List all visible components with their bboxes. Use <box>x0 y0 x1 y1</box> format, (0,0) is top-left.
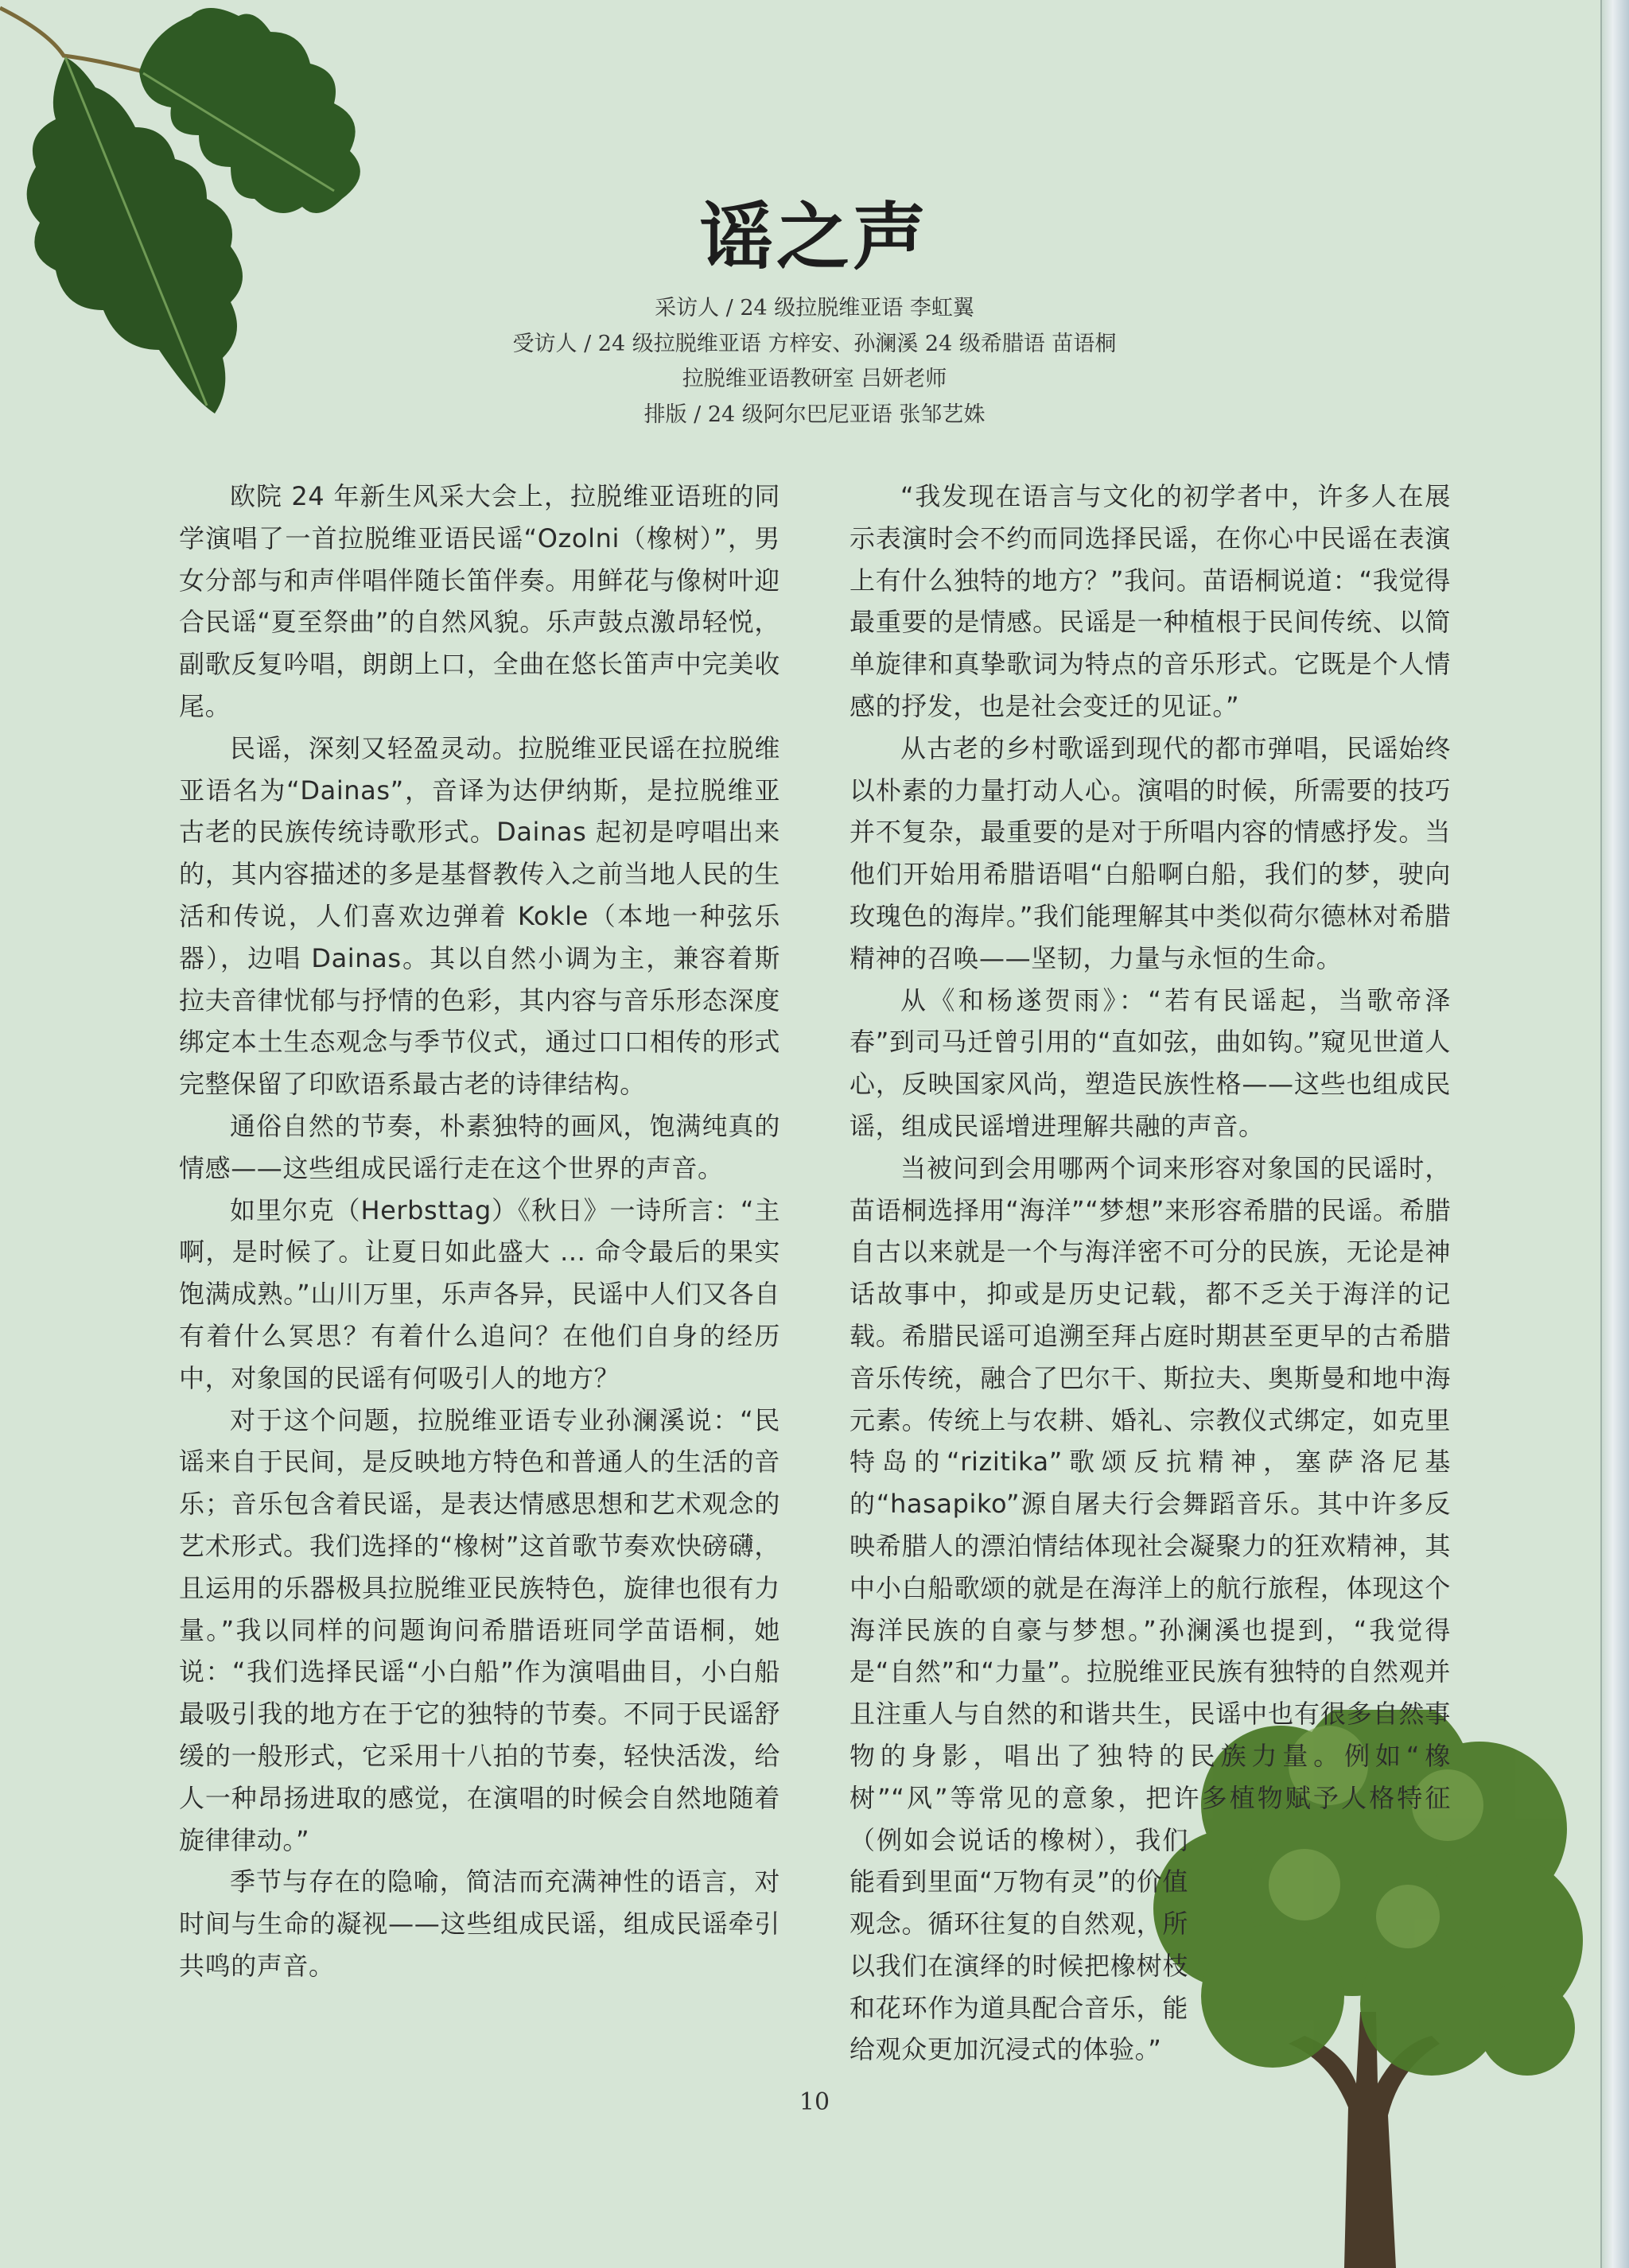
paragraph: 欧院 24 年新生风采大会上，拉脱维亚语班的同学演唱了一首拉脱维亚语民谣“Ozolni（橡树）”，男女分部与和声伴唱伴随长笛伴奏。用鲜花与像树叶迎合民谣“夏至祭曲”的自然风貌。乐声鼓点激昂轻悦，副歌反复吟唱，朗朗上口，全曲在悠长笛声中完美收尾。 <box>179 481 780 721</box>
paragraph: 从古老的乡村歌谣到现代的都市弹唱，民谣始终以朴素的力量打动人心。演唱的时候，所需要的技巧并不复杂，最重要的是对于所唱内容的情感抒发。当他们开始用希腊语唱“白船啊白船，我们的梦，驶向玫瑰色的海岸。”我们能理解其中类似荷尔德林对希腊精神的召唤——坚韧，力量与永恒的生命。 <box>849 732 1451 973</box>
credit-interviewees: 受访人 / 24 级拉脱维亚语 方梓安、孙澜溪 24 级希腊语 苗语桐 <box>512 331 1117 356</box>
tree-wrap-space <box>1188 1843 1451 2257</box>
credit-layout: 排版 / 24 级阿尔巴尼亚语 张邹艺姝 <box>643 402 986 427</box>
article-credits <box>0 291 1629 433</box>
left-column <box>179 476 780 1987</box>
paragraph: 从《和杨遂贺雨》：“若有民谣起，当歌帝泽春”到司马迁曾引用的“直如弦，曲如钩。”窥见世道人心，反映国家风尚，塑造民族性格——这些也组成民谣，组成民谣增进理解共融的声音。 <box>849 984 1451 1141</box>
paragraph: 如里尔克（Herbsttag）《秋日》一诗所言：“主啊，是时候了。让夏日如此盛大 ... 命令最后的果实饱满成熟。”山川万里，乐声各异，民谣中人们又各自有着什么冥思？有着什么追问？在他们自身的经历中，对象国的民谣有何吸引人的地方？ <box>179 1194 780 1393</box>
paragraph: 当被问到会用哪两个词来形容对象国的民谣时，苗语桐选择用“海洋”“梦想”来形容希腊的民谣。希腊自古以来就是一个与海洋密不可分的民族，无论是神话故事中，抑或是历史记载，都不乏关于海洋的记载。希腊民谣可追溯至拜占庭时期甚至更早的古希腊音乐传统，融合了巴尔干、斯拉夫、奥斯曼和地中海元素。传统上与农耕、婚礼、宗教仪式绑定，如克里特岛的“rizitika”歌颂反抗精神，塞萨洛尼基的“hasapiko”源自屠夫行会舞蹈音乐。其中许多反映希腊人的漂泊情结体现社会凝聚力的狂欢精神，其中小白船歌颂的就是在海洋上的航行旅程，体现这个海洋民族的自豪与梦想。”孙澜溪也提到，“我觉得是“自然”和“力量”。拉脱维亚民族有独特的自然观并且注重人与自然的和谐共生，民谣中也有很多自然事物的身影，唱出了独特的民族力量。例如“橡树”“风”等常见的意象，把许多植物赋予人格特征（例如会说话的橡树），我们能看到里面“万物有灵”的价值观念。循环往复的自然观，所以我们在演绎的时候把橡树枝和花环作为道具配合音乐，能给观众更加沉浸式的体验。” <box>849 1152 1451 2065</box>
article-title: 谣之声 <box>699 194 929 280</box>
page-number: 10 <box>799 2088 830 2116</box>
paragraph: 通俗自然的节奏，朴素独特的画风，饱满纯真的情感——这些组成民谣行走在这个世界的声音。 <box>179 1110 780 1183</box>
paragraph: 对于这个问题，拉脱维亚语专业孙澜溪说：“民谣来自于民间，是反映地方特色和普通人的生活的音乐；音乐包含着民谣，是表达情感思想和艺术观念的艺术形式。我们选择的“橡树”这首歌节奏欢快磅礴，且运用的乐器极具拉脱维亚民族特色，旋律也很有力量。”我以同样的问题询问希腊语班同学苗语桐，她说：“我们选择民谣“小白船”作为演唱曲目，小白船最吸引我的地方在于它的独特的节奏。不同于民谣舒缓的一般形式，它采用十八拍的节奏，轻快活泼，给人一种昂扬进取的感觉，在演唱的时候会自然地随着旋律律动。” <box>179 1404 780 1855</box>
right-column <box>849 476 1451 2257</box>
paragraph: “我发现在语言与文化的初学者中，许多人在展示表演时会不约而同选择民谣，在你心中民谣在表演上有什么独特的地方？”我问。苗语桐说道：“我觉得最重要的是情感。民谣是一种植根于民间传统、以简单旋律和真挚歌词为特点的音乐形式。它既是个人情感的抒发，也是社会变迁的见证。” <box>849 481 1451 721</box>
credit-teacher: 拉脱维亚语教研室 吕妍老师 <box>682 367 947 391</box>
paragraph: 季节与存在的隐喻，简洁而充满神性的语言，对时间与生命的凝视——这些组成民谣，组成民谣牵引共鸣的声音。 <box>179 1866 780 1981</box>
credit-interviewer: 采访人 / 24 级拉脱维亚语 李虹翼 <box>655 296 974 320</box>
paragraph: 民谣，深刻又轻盈灵动。拉脱维亚民谣在拉脱维亚语名为“Dainas”，音译为达伊纳斯，是拉脱维亚古老的民族传统诗歌形式。Dainas 起初是哼唱出来的，其内容描述的多是基督教传入之前当地人民的生活和传说，人们喜欢边弹着 Kokle（本地一种弦乐器），边唱 Dainas。其以自然小调为主，兼容着斯拉夫音律忧郁与抒情的色彩，其内容与音乐形态深度绑定本土生态观念与季节仪式，通过口口相传的形式完整保留了印欧语系最古老的诗律结构。 <box>179 732 780 1100</box>
